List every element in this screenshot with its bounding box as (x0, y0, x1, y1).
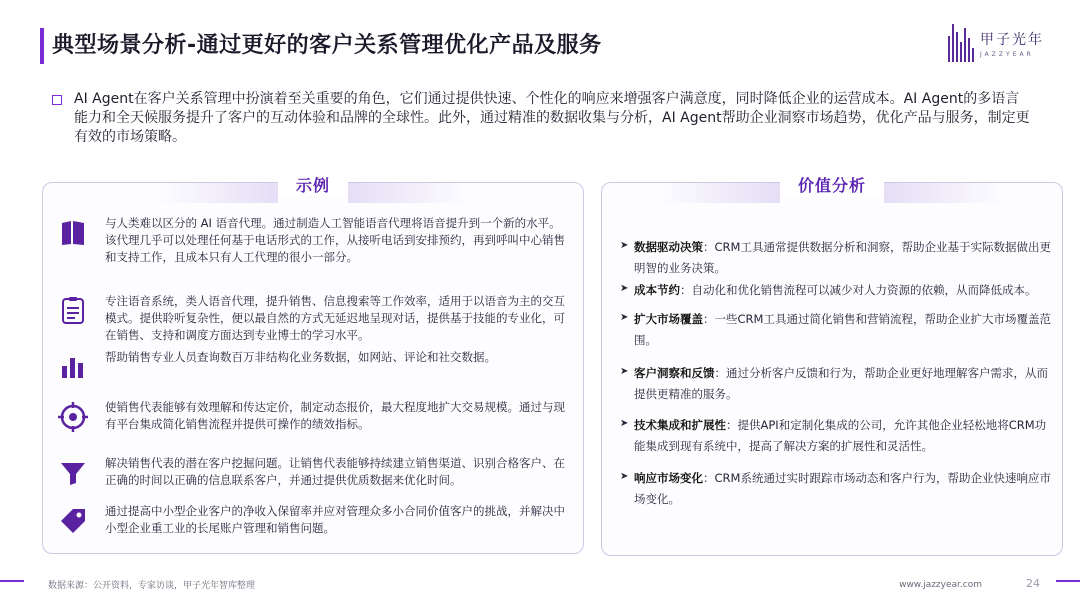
square-bullet-icon (52, 95, 62, 105)
arrow-bullet-icon: ➤ (620, 283, 629, 294)
value-label: 响应市场变化 (634, 471, 703, 485)
tag-icon (55, 503, 91, 539)
title-accent-bar (40, 28, 44, 64)
value-label: 数据驱动决策 (634, 240, 703, 254)
value-label: 客户洞察和反馈 (634, 366, 715, 380)
bar-chart-icon (55, 349, 91, 385)
value-description: ：一些CRM工具通过简化销售和营销流程，帮助企业扩大市场覆盖范围。 (634, 312, 1051, 347)
target-icon (55, 399, 91, 435)
example-text: 与人类难以区分的 AI 语音代理。通过制造人工智能语音代理将语音提升到一个新的水平。该代理几乎可以处理任何基于电话形式的工作，从接听电话到安排预约，再到呼叫中心销售和支持工作，且成本只有人工代理的很小一部分。 (105, 216, 565, 264)
example-item (55, 503, 567, 539)
example-text: 帮助销售专业人员查询数百万非结构化业务数据，如网站、评论和社交数据。 (105, 350, 496, 364)
value-description: ：通过分析客户反馈和行为，帮助企业更好地理解客户需求，从而提供更精准的服务。 (634, 366, 1048, 401)
example-item (55, 399, 567, 435)
funnel-icon (55, 455, 91, 491)
value-description: ：CRM工具通常提供数据分析和洞察，帮助企业基于实际数据做出更明智的业务决策。 (634, 240, 1051, 275)
value-item (620, 363, 1052, 405)
value-item (620, 280, 1052, 301)
example-item (55, 455, 567, 491)
page-title: 典型场景分析-通过更好的客户关系管理优化产品及服务 (52, 33, 602, 58)
value-description: ：自动化和优化销售流程可以减少对人力资源的依赖，从而降低成本。 (680, 283, 1037, 297)
value-item (620, 309, 1052, 351)
value-item (620, 468, 1052, 510)
examples-panel-title: 示例 (295, 176, 330, 195)
value-label: 扩大市场覆盖 (634, 312, 703, 326)
arrow-bullet-icon: ➤ (620, 418, 629, 429)
arrow-bullet-icon: ➤ (620, 471, 629, 482)
footer-accent-right (1056, 580, 1080, 582)
example-item (55, 349, 567, 385)
example-text: 通过提高中小型企业客户的净收入保留率并应对管理众多小合同价值客户的挑战，并解决中小型企业重工业的长尾账户管理和销售问题。 (105, 504, 565, 535)
value-panel-title: 价值分析 (797, 176, 866, 195)
book-icon (55, 215, 91, 251)
arrow-bullet-icon: ➤ (620, 366, 629, 377)
logo-text: 甲子光年 (980, 31, 1044, 48)
value-analysis-panel (601, 176, 1063, 556)
example-text: 使销售代表能够有效理解和传达定价，制定动态报价，最大程度地扩大交易规模。通过与现有平台集成简化销售流程并提供可操作的绩效指标。 (105, 400, 565, 431)
example-text: 专注语音系统，类人语音代理，提升销售、信息搜索等工作效率，适用于以语音为主的交互模式。提供聆听复杂性，便以最自然的方式无延迟地呈现对话，提供基于技能的专业化，可在销售、支持和调度方面达到专业博士的学习水平。 (105, 294, 565, 342)
logo-subtext: JAZZYEAR (980, 50, 1034, 58)
arrow-bullet-icon: ➤ (620, 312, 629, 323)
footer-source: 数据来源：公开资料，专家访谈，甲子光年智库整理 (48, 581, 256, 591)
footer-accent-left (0, 580, 24, 582)
value-label: 成本节约 (634, 283, 680, 297)
value-description: ：CRM系统通过实时跟踪市场动态和客户行为，帮助企业快速响应市场变化。 (634, 471, 1051, 506)
value-label: 技术集成和扩展性 (634, 418, 726, 432)
arrow-bullet-icon: ➤ (620, 240, 629, 251)
document-icon (55, 293, 91, 329)
value-description: ：提供API和定制化集成的公司，允许其他企业轻松地将CRM功能集成到现有系统中，提高了解决方案的扩展性和灵活性。 (634, 418, 1047, 453)
value-item (620, 237, 1052, 279)
value-item (620, 415, 1052, 457)
example-item (55, 215, 567, 266)
brand-logo (948, 24, 1044, 62)
logo-mark-icon (948, 24, 974, 62)
footer-url[interactable]: www.jazzyear.com (899, 580, 982, 590)
examples-panel (42, 176, 584, 554)
example-item (55, 293, 567, 344)
example-text: 解决销售代表的潜在客户挖掘问题。让销售代表能够持续建立销售渠道、识别合格客户、在正确的时间以正确的信息联系客户，并通过提供优质数据来优化时间。 (105, 456, 565, 487)
intro-section (52, 90, 1032, 147)
page-number: 24 (1026, 577, 1040, 590)
intro-paragraph: AI Agent在客户关系管理中扮演着至关重要的角色，它们通过提供快速、个性化的响应来增强客户满意度，同时降低企业的运营成本。AI Agent的多语言能力和全天候服务提升了客户的互动体验和品牌的全球性。此外，通过精准的数据收集与分析，AI Agent帮助企业洞察市场趋势，优化产品与服务，制定更有效的市场策略。 (74, 91, 1030, 145)
